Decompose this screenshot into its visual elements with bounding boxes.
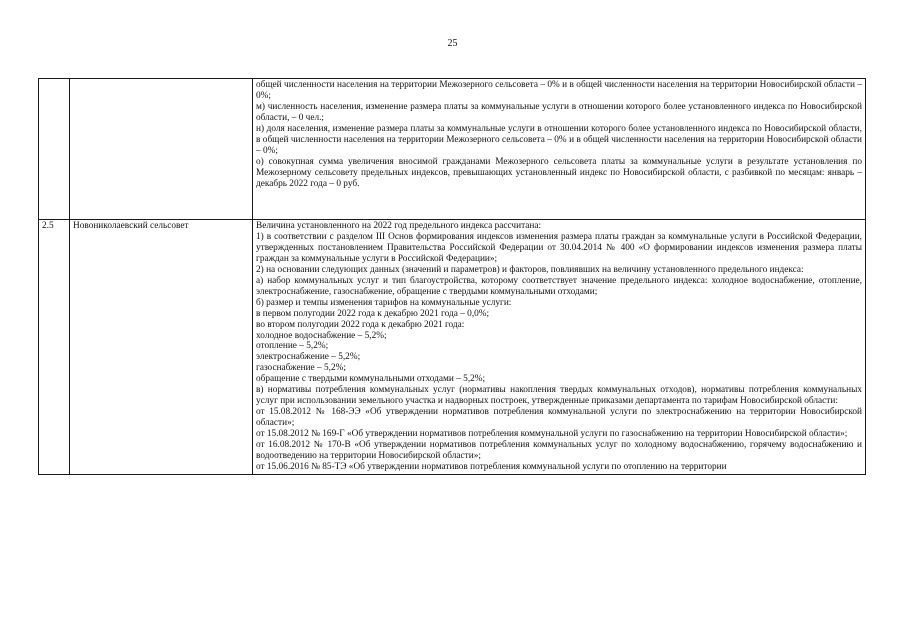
row-number-cell: 2.5 [39,220,70,475]
paragraph: а) набор коммунальных услуг и тип благоустройства, которому соответствует значение предельного индекса: холодное водоснабжение, отопление, электроснабжение, газоснабжение, обращение с твердыми коммунальными отходами; [256,275,862,297]
paragraph: общей численности населения на территории Межозерного сельсовета – 0% и в общей численности населения на территории Новосибирской области – 0%; [256,80,862,101]
paragraph: холодное водоснабжение – 5,2%; [256,330,387,341]
paragraph: от 16.08.2012 № 170-В «Об утверждении нормативов потребления коммунальных услуг по холодному водоснабжению, горячему водоснабжению и водоотведению на территории Новосибирской области»; [256,440,862,462]
paragraph: отопление – 5,2%; [256,341,329,352]
paragraph: электроснабжение – 5,2%; [256,352,361,363]
row-text-cell [253,79,866,220]
paragraph: Величина установленного на 2022 год предельного индекса рассчитана: [256,221,542,231]
paragraph: от 15.08.2012 № 168-ЭЭ «Об утверждении нормативов потребления коммунальной услуги по электроснабжению на территории Новосибирской области»; [256,407,862,429]
table-row [39,220,866,475]
paragraph: газоснабжение – 5,2%; [256,363,346,374]
content-table [38,78,866,475]
paragraph: м) численность населения, изменение размера платы за коммунальные услуги в отношении которого более установленного индекса по Новосибирской области, – 0 чел.; [256,101,862,123]
page-number: 25 [447,38,458,49]
table-row [39,79,866,220]
paragraph: в первом полугодии 2022 года к декабрю 2021 года – 0,0%; [256,308,490,319]
paragraph: во втором полугодии 2022 года к декабрю 2021 года: [256,319,465,330]
paragraph: от 15.08.2012 № 169-Г «Об утверждении нормативов потребления коммунальной услуги по газоснабжению на территории Новосибирской области»; [256,429,848,440]
paragraph: б) размер и темпы изменения тарифов на коммунальные услуги: [256,297,512,308]
row-name-cell: Новониколаевский сельсовет [70,220,253,475]
paragraph: от 15.06.2016 № 85-ТЭ «Об утверждении нормативов потребления коммунальной услуги по отоплению на территории [256,461,727,472]
row-name-cell [70,79,253,220]
paragraph: 2) на основании следующих данных (значений и параметров) и факторов, повлиявших на величину установленного предельного индекса: [256,264,804,275]
paragraph: в) нормативы потребления коммунальных услуг (нормативы накопления твердых коммунальных отходов), нормативы потребления коммунальных услуг при использовании земельного участка и надворных построек, утвержденные приказами департамента по тарифам Новосибирской области: [256,385,862,407]
paragraph: 1) в соответствии с разделом III Основ формирования индексов изменения размера платы граждан за коммунальные услуги в Российской Федерации, утвержденных постановлением Правительства Российской Федерации от 30.04.2014 № 400 «О формировании индексов изменения размера платы граждан за коммунальные услуги в Российской Федерации»; [256,231,862,264]
row-number-cell [39,79,70,220]
paragraph: о) совокупная сумма увеличения вносимой гражданами Межозерного сельсовета платы за коммунальные услуги в результате установления по Межозерному сельсовету предельных индексов, превышающих установленный индекс по Новосибирской области, с разбивкой по месяцам: январь – декабрь 2022 года – 0 руб. [256,156,862,189]
row-text-cell [253,220,866,475]
paragraph: н) доля населения, изменение размера платы за коммунальные услуги в отношении которого более установленного индекса по Новосибирской области, в общей численности населения на территории Межозерного сельсовета – 0% и в общей численности населения на территории Новосибирской области – 0%; [256,123,862,156]
paragraph: обращение с твердыми коммунальными отходами – 5,2%; [256,374,486,385]
